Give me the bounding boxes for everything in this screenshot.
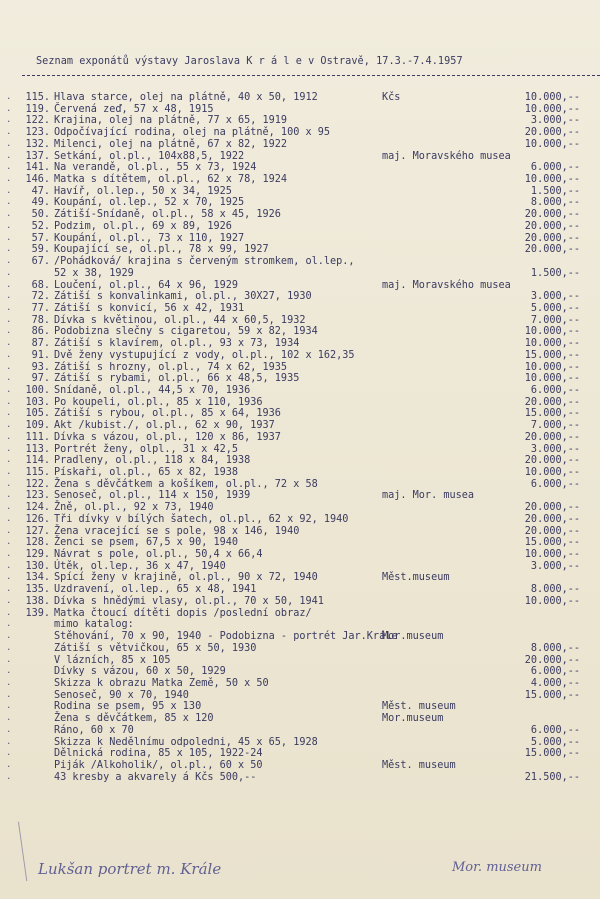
item-price: 10.000,--	[524, 361, 580, 373]
item-ownership: Mor.museum	[382, 631, 444, 643]
list-item	[0, 197, 600, 209]
item-description: Pískaři, ol.pl., 65 x 82, 1938	[54, 467, 239, 478]
item-number: 137.	[25, 150, 50, 162]
list-item	[0, 127, 600, 139]
item-price: 3.000,--	[530, 560, 580, 572]
item-description: Podobizna slečny s cigaretou, 59 x 82, 1934	[54, 326, 318, 338]
margin-tick-mark: .	[6, 689, 12, 700]
item-price: 5.000,--	[530, 736, 580, 748]
margin-tick-mark: .	[6, 642, 12, 653]
item-price: 8.000,--	[530, 584, 580, 596]
margin-tick-mark: .	[6, 431, 12, 442]
item-price: 7.000,--	[530, 420, 580, 432]
list-item	[0, 139, 600, 151]
list-item	[0, 420, 600, 432]
item-number: 109.	[25, 420, 50, 432]
handwritten-note: Lukšan portret m. Krále	[38, 860, 222, 878]
item-description: Zátiší s hrozny, ol.pl., 74 x 62, 1935	[54, 361, 288, 373]
item-description: Snídaně, ol.pl., 44,5 x 70, 1936	[54, 384, 251, 396]
item-description: Stěhování, 70 x 90, 1940 - Podobizna - portrét Jar.Krále	[54, 631, 398, 643]
list-item	[0, 748, 600, 760]
list-item	[0, 350, 600, 362]
item-price: 6.000,--	[530, 384, 580, 396]
item-price: 1.500,--	[530, 185, 580, 197]
item-description: Zátiší s rybou, ol.pl., 85 x 64, 1936	[54, 408, 281, 420]
item-price: 20.000,--	[524, 209, 580, 221]
list-item	[0, 502, 600, 514]
item-description: Na verandě, ol.pl., 55 x 73, 1924	[54, 162, 257, 174]
item-number: 86.	[31, 326, 50, 338]
list-item	[0, 596, 600, 608]
item-description: Po koupeli, ol.pl., 85 x 110, 1936	[54, 396, 263, 408]
margin-tick-mark: .	[6, 267, 12, 278]
list-item	[0, 666, 600, 678]
item-number: 130.	[25, 560, 50, 572]
margin-tick-mark: .	[6, 384, 12, 395]
item-price: 7.000,--	[530, 314, 580, 326]
item-description: Dělnická rodina, 85 x 105, 1922-24	[54, 748, 263, 760]
item-number: 119.	[25, 103, 50, 115]
item-number: 128.	[25, 537, 50, 549]
list-item	[0, 572, 600, 584]
item-number: 103.	[25, 396, 50, 408]
list-item	[0, 315, 600, 327]
item-number: 105.	[25, 408, 50, 420]
margin-tick-mark: .	[6, 607, 12, 618]
item-description: Ženci se psem, 67,5 x 90, 1940	[54, 537, 239, 549]
item-price: 5.000,--	[530, 302, 580, 314]
list-item	[0, 737, 600, 749]
margin-tick-mark: .	[6, 256, 12, 267]
margin-tick-mark: .	[6, 232, 12, 243]
item-number: 122.	[25, 115, 50, 127]
list-item	[0, 115, 600, 127]
list-item	[0, 561, 600, 573]
margin-tick-mark: .	[6, 244, 12, 255]
margin-tick-mark: .	[6, 759, 12, 770]
item-price: 10.000,--	[524, 595, 580, 607]
margin-tick-mark: .	[6, 92, 12, 102]
list-item	[0, 526, 600, 538]
item-number: 68.	[31, 279, 50, 291]
margin-tick-mark: .	[6, 127, 12, 138]
margin-tick-mark: .	[6, 291, 12, 302]
item-description: Zátiší s rybami, ol.pl., 66 x 48,5, 1935	[54, 373, 300, 385]
item-description: Pradleny, ol.pl., 118 x 84, 1938	[54, 455, 251, 467]
item-description: Matka čtoucí dítěti dopis /poslední obraz/	[54, 607, 312, 619]
margin-tick-mark: .	[6, 314, 12, 325]
item-price: 20.000,--	[524, 396, 580, 408]
item-price: 10.000,--	[524, 326, 580, 338]
list-item	[0, 608, 600, 620]
item-price: 15.000,--	[524, 689, 580, 701]
margin-tick-mark: .	[6, 490, 12, 501]
item-description: Dívka s vázou, ol.pl., 120 x 86, 1937	[54, 431, 281, 443]
item-price: 20.000,--	[524, 525, 580, 537]
margin-tick-mark: .	[6, 138, 12, 149]
list-item	[0, 209, 600, 221]
margin-tick-mark: .	[6, 560, 12, 571]
item-price: 10.000,--	[524, 92, 580, 103]
list-item	[0, 326, 600, 338]
item-description: Akt /kubist./, ol.pl., 62 x 90, 1937	[54, 420, 275, 432]
margin-tick-mark: .	[6, 701, 12, 712]
margin-tick-mark: .	[6, 572, 12, 583]
item-description: Koupání, ol.pl., 73 x 110, 1927	[54, 232, 245, 244]
item-number: 127.	[25, 525, 50, 537]
margin-tick-mark: .	[6, 467, 12, 477]
item-price: 20.000,--	[524, 127, 580, 139]
item-ownership: Měst.museum	[382, 572, 450, 584]
item-price: 15.000,--	[524, 408, 580, 420]
item-number: 78.	[31, 314, 50, 326]
margin-tick-mark: .	[6, 361, 12, 372]
list-item	[0, 385, 600, 397]
item-number: 115.	[25, 467, 50, 478]
item-price: 10.000,--	[524, 549, 580, 561]
item-number: 134.	[25, 572, 50, 584]
margin-tick-mark: .	[6, 326, 12, 337]
margin-tick-mark: .	[6, 513, 12, 524]
margin-tick-mark: .	[6, 631, 12, 642]
item-price: 10.000,--	[524, 103, 580, 115]
item-number: 57.	[31, 232, 50, 244]
item-description: Dívka s hnědými vlasy, ol.pl., 70 x 50, 1941	[54, 595, 324, 607]
margin-tick-mark: .	[6, 771, 12, 782]
item-description: Senoseč, 90 x 70, 1940	[54, 689, 189, 701]
margin-tick-mark: .	[6, 396, 12, 407]
item-description: Ráno, 60 x 70	[54, 724, 134, 736]
handwritten-right-note: Mor. museum	[452, 860, 542, 875]
margin-tick-mark: .	[6, 724, 12, 735]
item-number: 126.	[25, 513, 50, 525]
list-item	[0, 760, 600, 772]
list-item	[0, 174, 600, 186]
list-item	[0, 92, 600, 104]
item-number: 113.	[25, 443, 50, 455]
item-description: Žně, ol.pl., 92 x 73, 1940	[54, 502, 214, 514]
item-description: Podzim, ol.pl., 69 x 89, 1926	[54, 220, 232, 232]
item-number: 114.	[25, 455, 50, 467]
margin-tick-mark: .	[6, 666, 12, 677]
margin-tick-mark: .	[6, 455, 12, 466]
item-description: Návrat s pole, ol.pl., 50,4 x 66,4	[54, 549, 263, 561]
margin-tick-mark: .	[6, 103, 12, 114]
item-price: 20.000,--	[524, 232, 580, 244]
item-number: 100.	[25, 384, 50, 396]
margin-tick-mark: .	[6, 209, 12, 220]
item-price: 8.000,--	[530, 197, 580, 209]
item-description: Setkání, ol.pl., 104x88,5, 1922	[54, 150, 245, 162]
item-description: Červená zeď, 57 x 48, 1915	[54, 103, 214, 115]
list-item	[0, 256, 600, 268]
item-description: Krajina, olej na plátně, 77 x 65, 1919	[54, 115, 288, 127]
item-price: 10.000,--	[524, 338, 580, 350]
list-item	[0, 678, 600, 690]
list-item	[0, 490, 600, 502]
margin-tick-mark: .	[6, 549, 12, 560]
list-item	[0, 537, 600, 549]
list-item	[0, 244, 600, 256]
item-description: Zátiší s větvičkou, 65 x 50, 1930	[54, 642, 257, 654]
list-item	[0, 643, 600, 655]
item-number: 47.	[31, 185, 50, 197]
item-description: Zátiší-Snídaně, ol.pl., 58 x 45, 1926	[54, 209, 281, 221]
item-ownership: Mor.museum	[382, 713, 444, 725]
item-description: Zátiší s konvicí, 56 x 42, 1931	[54, 302, 245, 314]
list-item	[0, 444, 600, 456]
item-description: V lázních, 85 x 105	[54, 654, 171, 666]
margin-tick-mark: .	[6, 537, 12, 548]
item-description: Milenci, olej na plátně, 67 x 82, 1922	[54, 138, 288, 150]
list-item	[0, 467, 600, 479]
item-ownership: Měst. museum	[382, 701, 456, 713]
item-number: 146.	[25, 174, 50, 186]
item-number: 97.	[31, 373, 50, 385]
list-item	[0, 713, 600, 725]
margin-tick-mark: .	[6, 220, 12, 231]
item-description: Žena vracející se s pole, 98 x 146, 1940	[54, 525, 300, 537]
item-price: 1.500,--	[530, 267, 580, 279]
item-ownership: Měst. museum	[382, 759, 456, 771]
item-number: 135.	[25, 584, 50, 596]
list-item	[0, 655, 600, 667]
margin-tick-mark: .	[6, 736, 12, 747]
list-item	[0, 479, 600, 491]
item-number: 123.	[25, 127, 50, 139]
item-description: Zátiší s klavírem, ol.pl., 93 x 73, 1934	[54, 338, 300, 350]
margin-tick-mark: .	[6, 408, 12, 419]
item-description: 52 x 38, 1929	[54, 267, 134, 279]
item-description: Piják /Alkoholik/, ol.pl., 60 x 50	[54, 759, 263, 771]
item-description: Hlava starce, olej na plátně, 40 x 50, 1912	[54, 92, 318, 103]
list-item	[0, 104, 600, 116]
list-item	[0, 631, 600, 643]
item-price: 4.000,--	[530, 677, 580, 689]
list-item	[0, 584, 600, 596]
margin-tick-mark: .	[6, 115, 12, 126]
margin-tick-mark: .	[6, 584, 12, 595]
list-item	[0, 303, 600, 315]
item-price: 15.000,--	[524, 349, 580, 361]
list-item	[0, 432, 600, 444]
item-description: Dívky s vázou, 60 x 50, 1929	[54, 666, 226, 678]
margin-tick-mark: .	[6, 443, 12, 454]
margin-tick-mark: .	[6, 150, 12, 161]
list-item	[0, 291, 600, 303]
list-item	[0, 233, 600, 245]
item-number: 49.	[31, 197, 50, 209]
item-price: 10.000,--	[524, 138, 580, 150]
item-description: Útěk, ol.lep., 36 x 47, 1940	[54, 560, 226, 572]
margin-tick-mark: .	[6, 174, 12, 185]
item-number: 115.	[25, 92, 50, 103]
item-description: 43 kresby a akvarely á Kčs 500,--	[54, 771, 257, 783]
item-number: 93.	[31, 361, 50, 373]
item-description: Žena s děvčátkem a košíkem, ol.pl., 72 x 58	[54, 478, 318, 490]
item-ownership: maj. Mor. musea	[382, 490, 475, 502]
item-price: 10.000,--	[524, 174, 580, 186]
item-description: Odpočívající rodina, olej na plátně, 100 x 95	[54, 127, 331, 139]
item-number: 52.	[31, 220, 50, 232]
item-number: 111.	[25, 431, 50, 443]
item-ownership: maj. Moravského musea	[382, 279, 511, 291]
margin-tick-mark: .	[6, 197, 12, 208]
item-description: Tři dívky v bílých šatech, ol.pl., 62 x 92, 1940	[54, 513, 349, 525]
item-description: Loučení, ol.pl., 64 x 96, 1929	[54, 279, 239, 291]
list-item	[0, 268, 600, 280]
item-description: mimo katalog:	[54, 619, 134, 631]
margin-tick-mark: .	[6, 748, 12, 759]
item-price: 20.000,--	[524, 654, 580, 666]
item-description: Dvě ženy vystupující z vody, ol.pl., 102 x 162,35	[54, 349, 355, 361]
margin-tick-mark: .	[6, 349, 12, 360]
margin-tick-mark: .	[6, 420, 12, 431]
list-item	[0, 162, 600, 174]
margin-tick-mark: .	[6, 373, 12, 384]
title-underline	[22, 75, 600, 76]
margin-tick-mark: .	[6, 162, 12, 173]
margin-tick-mark: .	[6, 279, 12, 290]
list-item	[0, 725, 600, 737]
item-description: Skizza k Nedělnímu odpoledni, 45 x 65, 1928	[54, 736, 318, 748]
margin-tick-mark: .	[6, 713, 12, 724]
list-item	[0, 455, 600, 467]
list-item	[0, 362, 600, 374]
item-number: 124.	[25, 502, 50, 514]
item-description: Koupání, ol.lep., 52 x 70, 1925	[54, 197, 245, 209]
margin-tick-mark: .	[6, 525, 12, 536]
item-price: 10.000,--	[524, 373, 580, 385]
item-price: 6.000,--	[530, 162, 580, 174]
document-title: Seznam exponátů výstavy Jaroslava K r á l e v Ostravě, 17.3.-7.4.1957	[36, 56, 463, 67]
item-number: 77.	[31, 302, 50, 314]
item-description: Portrét ženy, olpl., 31 x 42,5	[54, 443, 239, 455]
exhibit-list	[0, 92, 600, 783]
list-item	[0, 221, 600, 233]
item-price: 15.000,--	[524, 748, 580, 760]
item-description: Dívka s květinou, ol.pl., 44 x 60,5, 1932	[54, 314, 306, 326]
item-ownership: Kčs	[382, 92, 401, 103]
item-description: Zátiší s konvalinkami, ol.pl., 30X27, 1930	[54, 291, 312, 303]
item-number: 91.	[31, 349, 50, 361]
item-number: 59.	[31, 244, 50, 256]
list-item	[0, 549, 600, 561]
item-price: 8.000,--	[530, 642, 580, 654]
list-item	[0, 186, 600, 198]
list-item	[0, 373, 600, 385]
item-number: 50.	[31, 209, 50, 221]
item-description: Spící ženy v krajině, ol.pl., 90 x 72, 1940	[54, 572, 318, 584]
list-item	[0, 514, 600, 526]
list-item	[0, 151, 600, 163]
item-description: Havíř, ol.lep., 50 x 34, 1925	[54, 185, 232, 197]
item-price: 6.000,--	[530, 724, 580, 736]
item-number: 129.	[25, 549, 50, 561]
margin-tick-mark: .	[6, 185, 12, 196]
list-item	[0, 338, 600, 350]
margin-tick-mark: .	[6, 619, 12, 630]
item-description: Rodina se psem, 95 x 130	[54, 701, 202, 713]
item-ownership: maj. Moravského musea	[382, 150, 511, 162]
item-price: 20.000,--	[524, 502, 580, 514]
list-item	[0, 619, 600, 631]
item-number: 87.	[31, 338, 50, 350]
margin-tick-mark: .	[6, 502, 12, 513]
item-description: Senoseč, ol.pl., 114 x 150, 1939	[54, 490, 251, 502]
item-number: 138.	[25, 595, 50, 607]
item-price: 21.500,--	[524, 771, 580, 783]
item-price: 3.000,--	[530, 443, 580, 455]
item-number: 132.	[25, 138, 50, 150]
list-item	[0, 408, 600, 420]
list-item	[0, 772, 600, 784]
item-number: 123.	[25, 490, 50, 502]
item-description: Uzdravení, ol.lep., 65 x 48, 1941	[54, 584, 257, 596]
margin-tick-mark: .	[6, 677, 12, 688]
item-number: 72.	[31, 291, 50, 303]
item-price: 20.000,--	[524, 513, 580, 525]
margin-tick-mark: .	[6, 302, 12, 313]
item-price: 6.000,--	[530, 478, 580, 490]
item-price: 20.000,--	[524, 455, 580, 467]
margin-tick-mark: .	[6, 595, 12, 606]
item-description: Koupající se, ol.pl., 78 x 99, 1927	[54, 244, 269, 256]
item-price: 3.000,--	[530, 291, 580, 303]
item-description: /Pohádková/ krajina s červeným stromkem, ol.lep.,	[54, 256, 355, 268]
item-number: 67.	[31, 256, 50, 268]
list-item	[0, 701, 600, 713]
item-description: Žena s děvčátkem, 85 x 120	[54, 713, 214, 725]
item-price: 20.000,--	[524, 244, 580, 256]
item-price: 10.000,--	[524, 467, 580, 478]
item-price: 20.000,--	[524, 220, 580, 232]
item-description: Skizza k obrazu Matka Země, 50 x 50	[54, 677, 269, 689]
item-price: 6.000,--	[530, 666, 580, 678]
list-item	[0, 397, 600, 409]
item-price: 20.000,--	[524, 431, 580, 443]
margin-tick-mark: .	[6, 338, 12, 349]
item-description: Matka s dítětem, ol.pl., 62 x 78, 1924	[54, 174, 288, 186]
margin-tick-mark: .	[6, 654, 12, 665]
list-item	[0, 690, 600, 702]
item-number: 141.	[25, 162, 50, 174]
item-price: 3.000,--	[530, 115, 580, 127]
item-price: 15.000,--	[524, 537, 580, 549]
list-item	[0, 280, 600, 292]
item-number: 122.	[25, 478, 50, 490]
item-number: 139.	[25, 607, 50, 619]
margin-tick-mark: .	[6, 478, 12, 489]
